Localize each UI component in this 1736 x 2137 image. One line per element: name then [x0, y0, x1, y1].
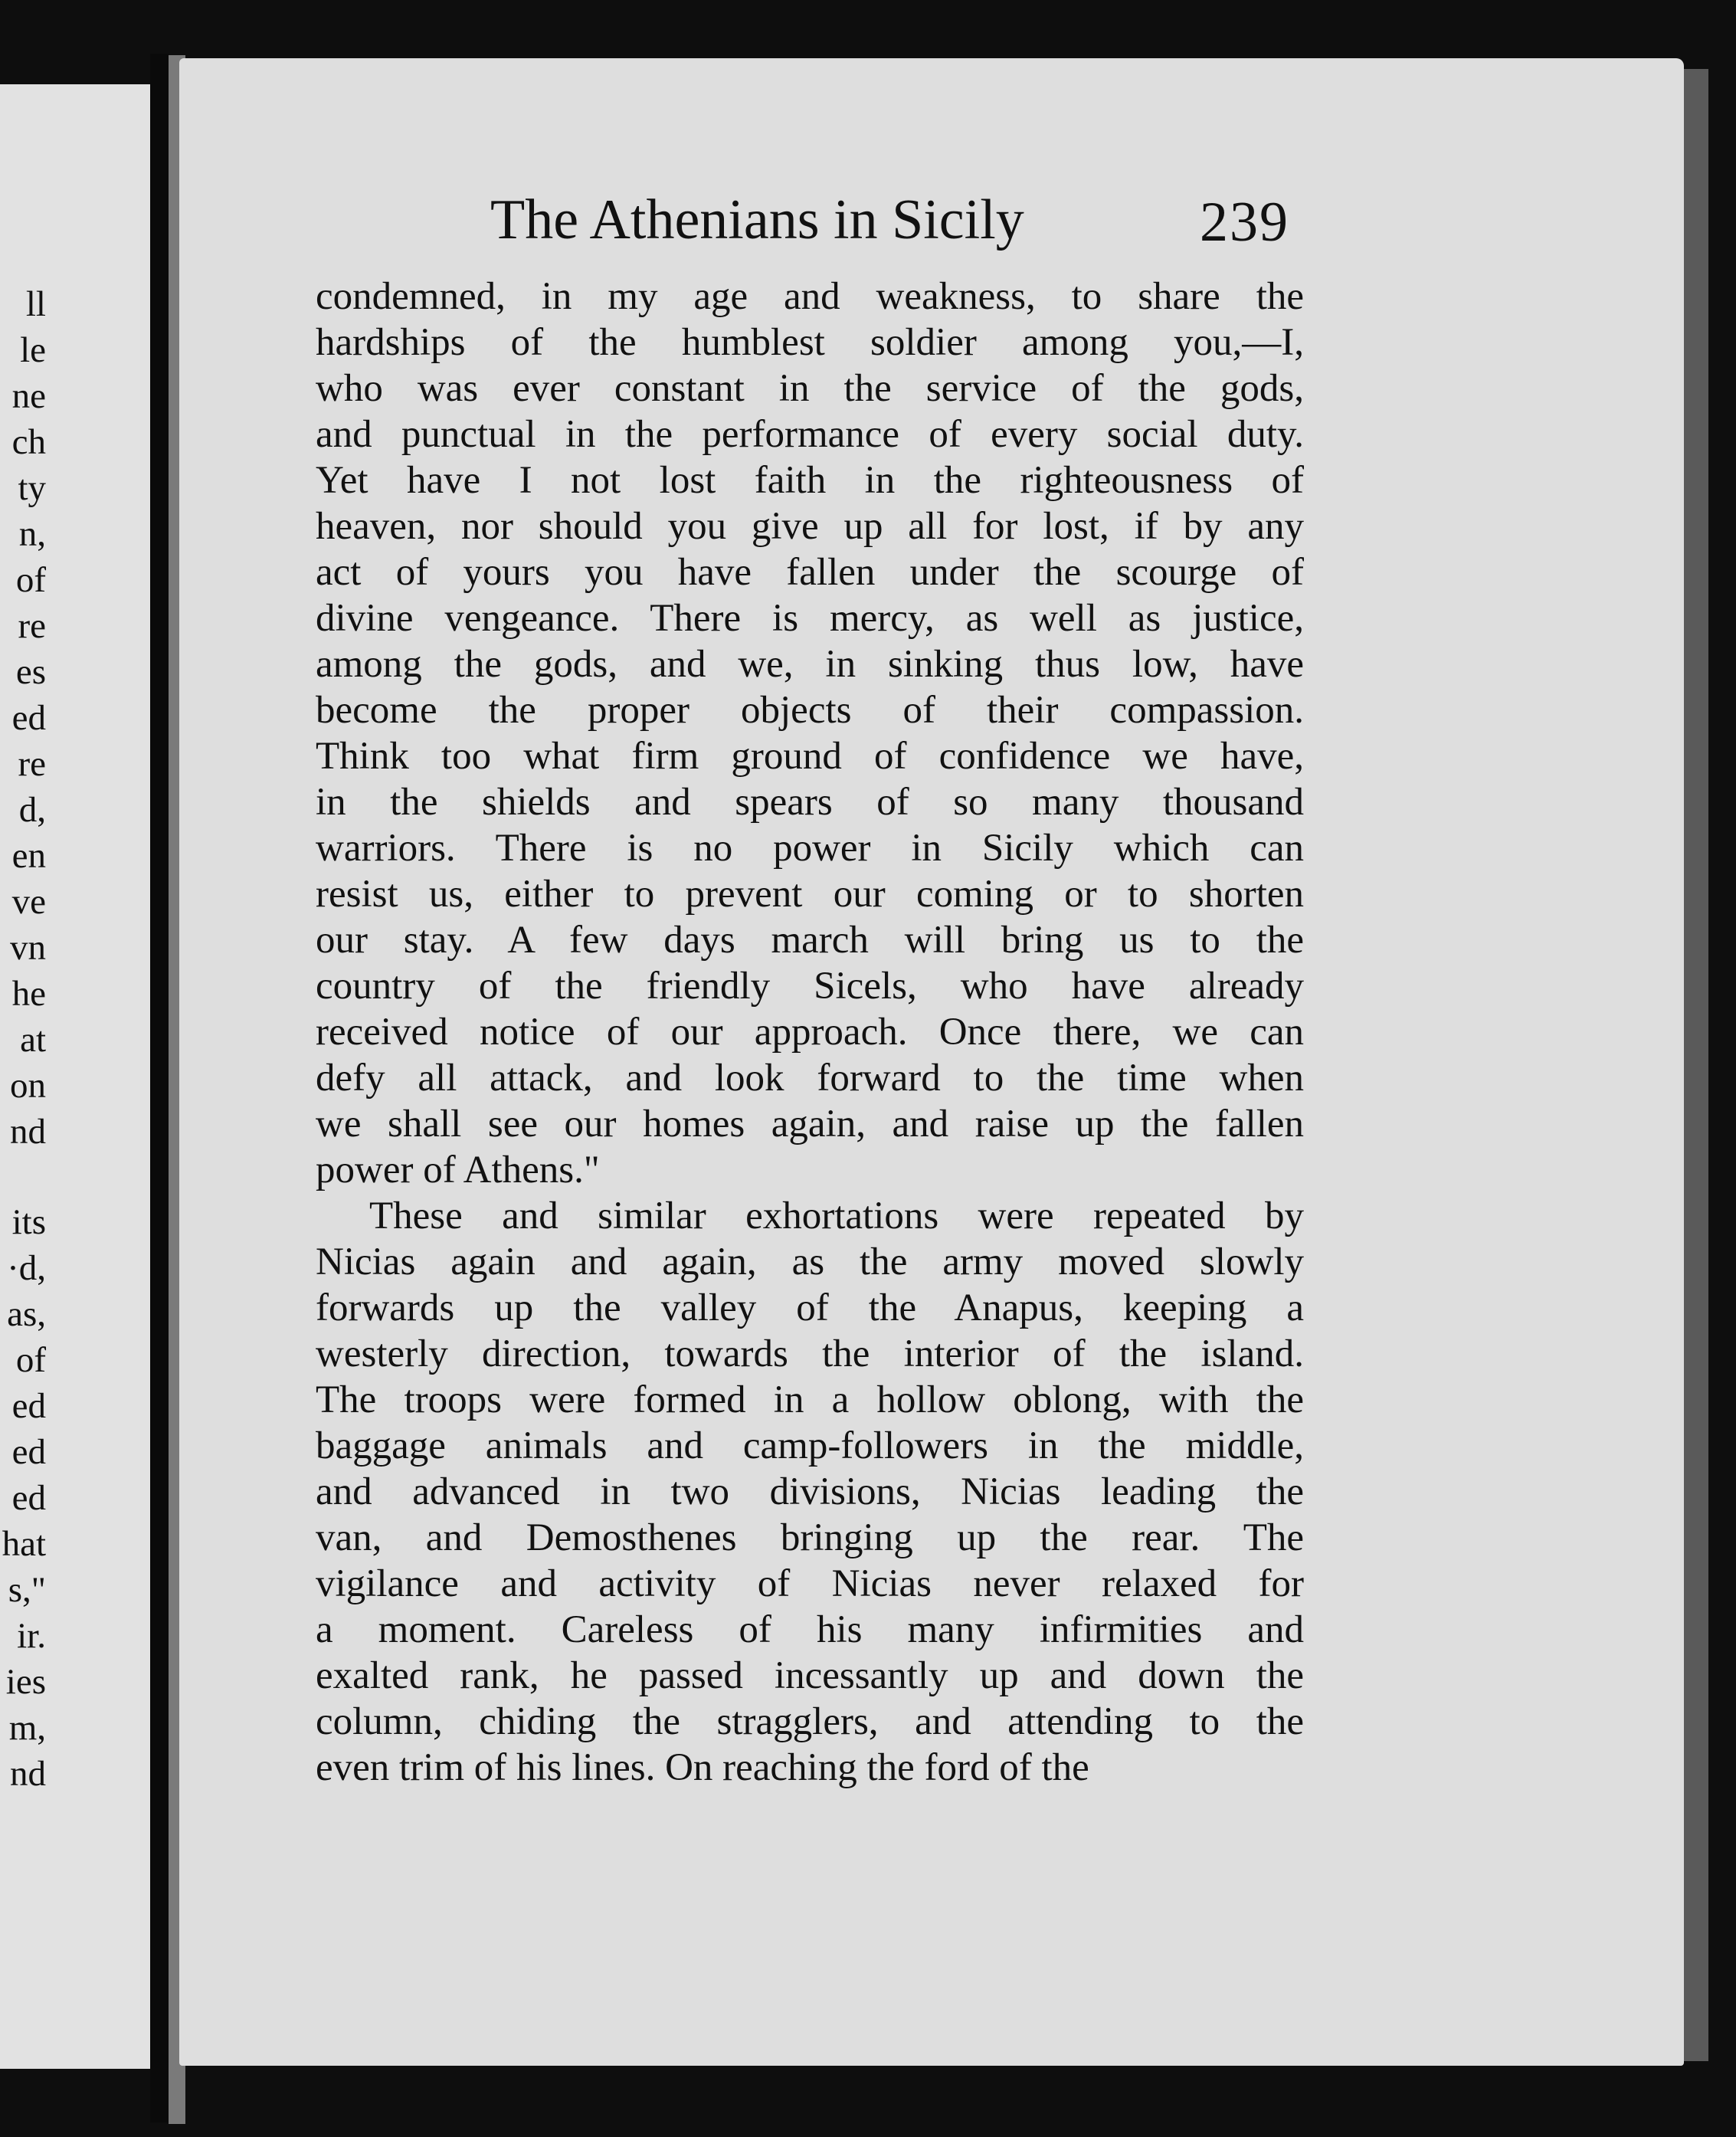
text-line: These and similar exhortations were repeated by: [369, 1195, 1304, 1237]
left-page-fragment: re: [18, 606, 46, 646]
left-page-fragment: ne: [11, 376, 46, 416]
text-line: Nicias again and again, as the army moved slowly: [316, 1241, 1304, 1283]
left-page-fragment: hat: [2, 1524, 46, 1564]
text-line: and advanced in two divisions, Nicias leading the: [316, 1470, 1304, 1513]
running-header-title: The Athenians in Sicily: [490, 188, 1024, 251]
left-page-fragment: vn: [10, 928, 46, 968]
text-line: even trim of his lines. On reaching the ford of the: [316, 1746, 1089, 1789]
left-page-fragment: m,: [8, 1708, 46, 1748]
left-page-fragment: at: [20, 1020, 46, 1060]
left-page-fragment: of: [15, 1340, 46, 1380]
text-line: column, chiding the stragglers, and attending to the: [316, 1700, 1304, 1743]
left-page-fragment: of: [15, 560, 46, 600]
page-shadow: [1682, 69, 1708, 2061]
text-line: warriors. There is no power in Sicily which can: [316, 827, 1304, 870]
left-page-fragment: re: [18, 744, 46, 784]
text-line: received notice of our approach. Once there, we can: [316, 1011, 1304, 1054]
text-line: and punctual in the performance of every social duty.: [316, 413, 1304, 456]
left-page-fragment: d,: [18, 790, 46, 830]
text-line: Think too what firm ground of confidence we have,: [316, 735, 1304, 778]
text-line: divine vengeance. There is mercy, as well as justice,: [316, 597, 1304, 640]
text-line: The troops were formed in a hollow oblong, with the: [316, 1378, 1304, 1421]
left-page-fragment: nd: [10, 1754, 46, 1794]
text-line: country of the friendly Sicels, who have already: [316, 965, 1304, 1008]
left-page: [0, 84, 150, 2069]
text-line: Yet have I not lost faith in the righteousness of: [316, 459, 1304, 502]
left-page-fragment: nd: [10, 1112, 46, 1152]
left-page-fragment: ll: [25, 284, 46, 324]
text-line: who was ever constant in the service of the gods,: [316, 367, 1304, 410]
left-page-fragment: ed: [11, 1478, 46, 1518]
left-page-fragment: ed: [11, 1386, 46, 1426]
text-line: resist us, either to prevent our coming or to shorten: [316, 873, 1304, 916]
left-page-fragment: ed: [11, 1432, 46, 1472]
left-page-fragment: n,: [18, 514, 46, 554]
left-page-fragment: its: [11, 1202, 46, 1242]
page-number: 239: [1200, 191, 1289, 254]
text-line: forwards up the valley of the Anapus, keeping a: [316, 1286, 1304, 1329]
text-line: heaven, nor should you give up all for lost, if by any: [316, 505, 1304, 548]
left-page-fragment: ·d,: [7, 1248, 46, 1288]
text-line: power of Athens.": [316, 1149, 600, 1191]
left-page-fragment: ir.: [17, 1616, 46, 1656]
text-line: condemned, in my age and weakness, to share the: [316, 275, 1304, 318]
text-line: act of yours you have fallen under the scourge of: [316, 551, 1304, 594]
text-line: vigilance and activity of Nicias never relaxed for: [316, 1562, 1304, 1605]
left-page-fragment: ed: [11, 698, 46, 738]
left-page-fragment: ies: [5, 1662, 46, 1702]
left-page-fragment: s,": [8, 1570, 46, 1610]
text-line: hardships of the humblest soldier among you,—I,: [316, 321, 1304, 364]
text-line: we shall see our homes again, and raise up the fallen: [316, 1103, 1304, 1146]
left-page-fragment: on: [10, 1066, 46, 1106]
text-line: baggage animals and camp-followers in the middle,: [316, 1424, 1304, 1467]
text-line: exalted rank, he passed incessantly up and down the: [316, 1654, 1304, 1697]
text-line: westerly direction, towards the interior of the island.: [316, 1332, 1304, 1375]
text-line: in the shields and spears of so many thousand: [316, 781, 1304, 824]
left-page-fragment: he: [11, 974, 46, 1014]
left-page-fragment: es: [15, 652, 46, 692]
text-line: defy all attack, and look forward to the time when: [316, 1057, 1304, 1100]
left-page-fragment: ch: [11, 422, 46, 462]
left-page-fragment: as,: [7, 1294, 46, 1334]
text-line: become the proper objects of their compassion.: [316, 689, 1304, 732]
left-page-fragment: le: [20, 330, 46, 370]
text-line: among the gods, and we, in sinking thus low, have: [316, 643, 1304, 686]
text-line: van, and Demosthenes bringing up the rear. The: [316, 1516, 1304, 1559]
left-page-fragment: ty: [18, 468, 46, 508]
left-page-fragment: en: [11, 836, 46, 876]
book-gutter: [150, 54, 169, 2122]
text-line: a moment. Careless of his many infirmities and: [316, 1608, 1304, 1651]
text-line: our stay. A few days march will bring us to the: [316, 919, 1304, 962]
left-page-fragment: ve: [11, 882, 46, 922]
